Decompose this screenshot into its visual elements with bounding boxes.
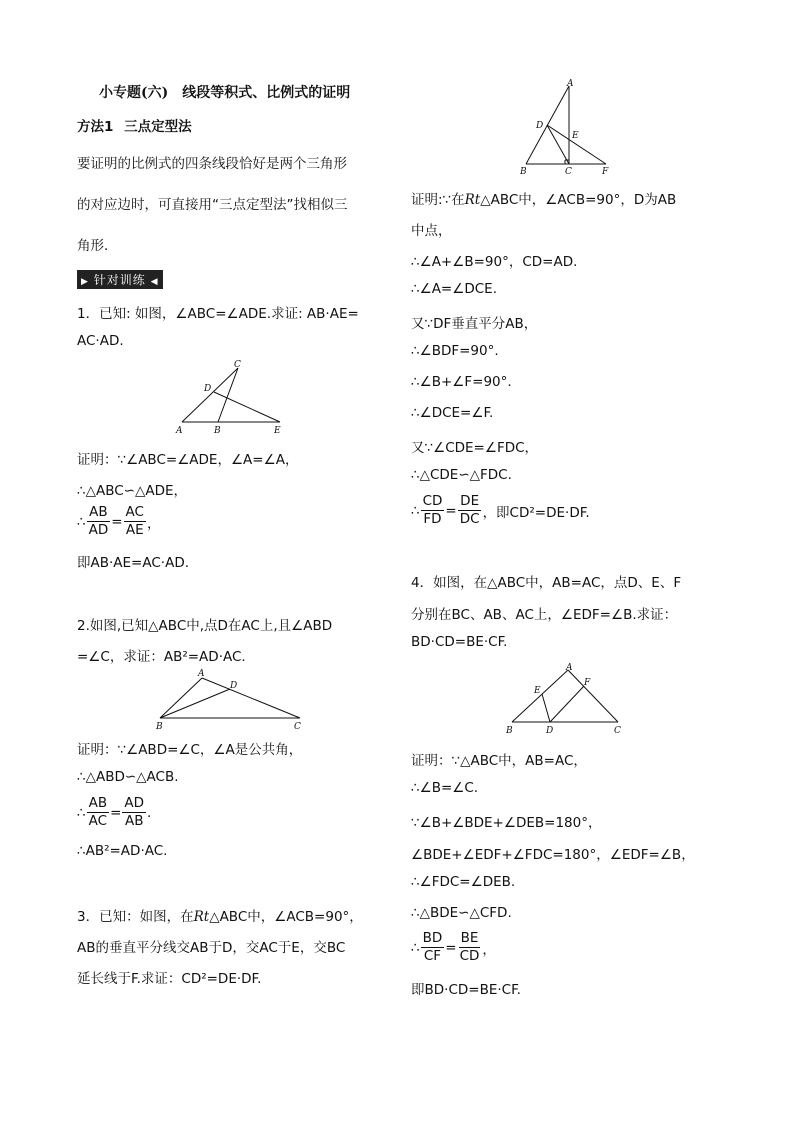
p2-proof-line-1: 证明：∵∠ABD=∠C，∠A是公共角， [77,742,303,758]
p4-segment-ED [542,694,550,722]
intro-line-1: 要证明的比例式的四条线段恰好是两个三角形 [77,156,347,172]
p1-label-E: E [274,426,281,436]
page-title: 小专题(六) 线段等积式、比例式的证明 [99,85,351,101]
p3-question-line-3: 延长线于F.求证：CD²=DE·DF. [77,971,262,987]
p1-proof-fraction: ∴ $\frac{AB}{AD}$ = $\frac{AC}{AE}$ ， [77,504,161,538]
p2-label-D: D [230,681,238,691]
p1-label-A: A [176,426,183,436]
p3-proof-line-3: ∴∠A+∠B=90°，CD=AD. [411,254,578,270]
p2-segment-AC [202,678,300,718]
intro-line-2: 的对应边时，可直接用“三点定型法”找相似三 [77,197,348,213]
play-left-icon: ◀ [150,277,159,287]
method-heading [77,115,192,135]
p4-question-line-1: 4．如图，在△ABC中，AB=AC，点D、E、F [411,575,682,591]
p3-label-F: F [602,167,609,176]
p4-label-A: A [566,663,573,673]
p3-proof-line-10: ∴△CDE∽△FDC. [411,467,512,483]
p3-proof-line-7: ∴∠B+∠F=90°. [411,374,512,390]
p2-segment-BD [160,689,230,718]
p4-question-line-3: BD·CD=BE·CF. [411,634,508,650]
p2-label-C: C [294,722,301,732]
method-label: 方法1 [77,119,114,135]
p2-proof-line-4: ∴AB²=AD·AC. [77,843,168,859]
p4-label-C: C [614,726,621,736]
p4-proof-line-1: 证明：∵△ABC中，AB=AC， [411,753,587,769]
p1-label-B: B [214,426,221,436]
p3-figure [510,76,620,176]
intro-line-3: 角形． [77,238,118,254]
p3-question-line-2: AB的垂直平分线交AB于D，交AC于E，交BC [77,940,346,956]
play-icon: ▶ [81,277,89,287]
p4-segment-BA [512,670,568,722]
p1-question-line-2: AC·AD. [77,333,124,349]
p1-label-C: C [234,360,241,370]
p3-proof-fraction: ∴ $\frac{CD}{FD}$ = $\frac{DE}{DC}$ ，即CD²=DE·DF. [411,493,590,527]
method-name: 三点定型法 [124,119,192,135]
p3-proof-line-8: ∴∠DCE=∠F. [411,405,494,421]
p4-label-D: D [546,726,554,736]
p2-label-A: A [198,669,205,679]
p3-label-A: A [567,79,574,89]
p4-proof-line-2: ∴∠B=∠C. [411,780,479,796]
p4-label-E: E [534,686,541,696]
p3-question-line-1: 3．已知：如图，在Rt△ABC中，∠ACB=90°， [77,909,363,925]
p3-proof-line-5: 又∵DF垂直平分AB， [411,316,538,332]
p1-figure [170,358,290,438]
p3-proof-line-4: ∴∠A=∠DCE. [411,281,497,297]
p3-proof-line-6: ∴∠BDF=90°. [411,343,499,359]
p3-label-C: C [565,167,572,176]
p1-question-line-1: 1．已知: 如图，∠ABC=∠ADE.求证: AB·AE= [77,306,359,322]
p3-proof-line-1: 证明:∵在Rt△ABC中，∠ACB=90°，D为AB [411,192,677,208]
p4-label-B: B [506,726,513,736]
p2-proof-fraction: ∴ $\frac{AB}{AC}$ = $\frac{AD}{AB}$ . [77,795,152,829]
p4-proof-fraction: ∴ $\frac{BD}{CF}$ = $\frac{BE}{CD}$ ， [411,930,496,964]
p3-proof-line-2: 中点， [411,223,452,239]
p4-proof-line-8: 即BD·CD=BE·CF. [411,982,521,998]
p4-proof-line-3: ∵∠B+∠BDE+∠DEB=180°， [411,815,602,831]
p2-proof-line-2: ∴△ABD∽△ACB. [77,769,179,785]
p4-proof-line-4: ∠BDE+∠EDF+∠FDC=180°，∠EDF=∠B， [411,847,695,863]
p4-proof-line-5: ∴∠FDC=∠DEB. [411,874,516,890]
p3-proof-line-9: 又∵∠CDE=∠FDC， [411,440,539,456]
p2-label-B: B [156,722,163,732]
p3-label-B: B [520,167,527,176]
p4-segment-DF [550,686,584,722]
p4-proof-line-6: ∴△BDE∽△CFD. [411,905,512,921]
p4-figure [500,660,630,738]
p2-question-line-1: 2.如图,已知△ABC中,点D在AC上,且∠ABD [77,618,333,634]
p4-segment-AC [568,670,618,722]
p4-question-line-2: 分别在BC、AB、AC上，∠EDF=∠B.求证： [411,607,678,623]
p4-label-F: F [584,678,591,688]
p2-figure [150,666,310,732]
p1-proof-line-1: 证明：∵∠ABC=∠ADE，∠A=∠A， [77,452,299,468]
p3-label-D: D [536,121,544,131]
section-badge [77,270,163,289]
p2-segment-BA [160,678,202,718]
p1-proof-line-4: 即AB·AE=AC·AD. [77,555,190,571]
p2-question-line-2: =∠C，求证：AB²=AD·AC. [77,649,246,665]
p1-segment-AC [182,368,238,422]
p3-label-E: E [572,131,579,141]
p1-proof-line-2: ∴△ABC∽△ADE， [77,483,188,499]
p3-segment-DC [547,125,569,164]
section-badge-label: 针对训练 [93,273,146,287]
p1-label-D: D [204,384,212,394]
